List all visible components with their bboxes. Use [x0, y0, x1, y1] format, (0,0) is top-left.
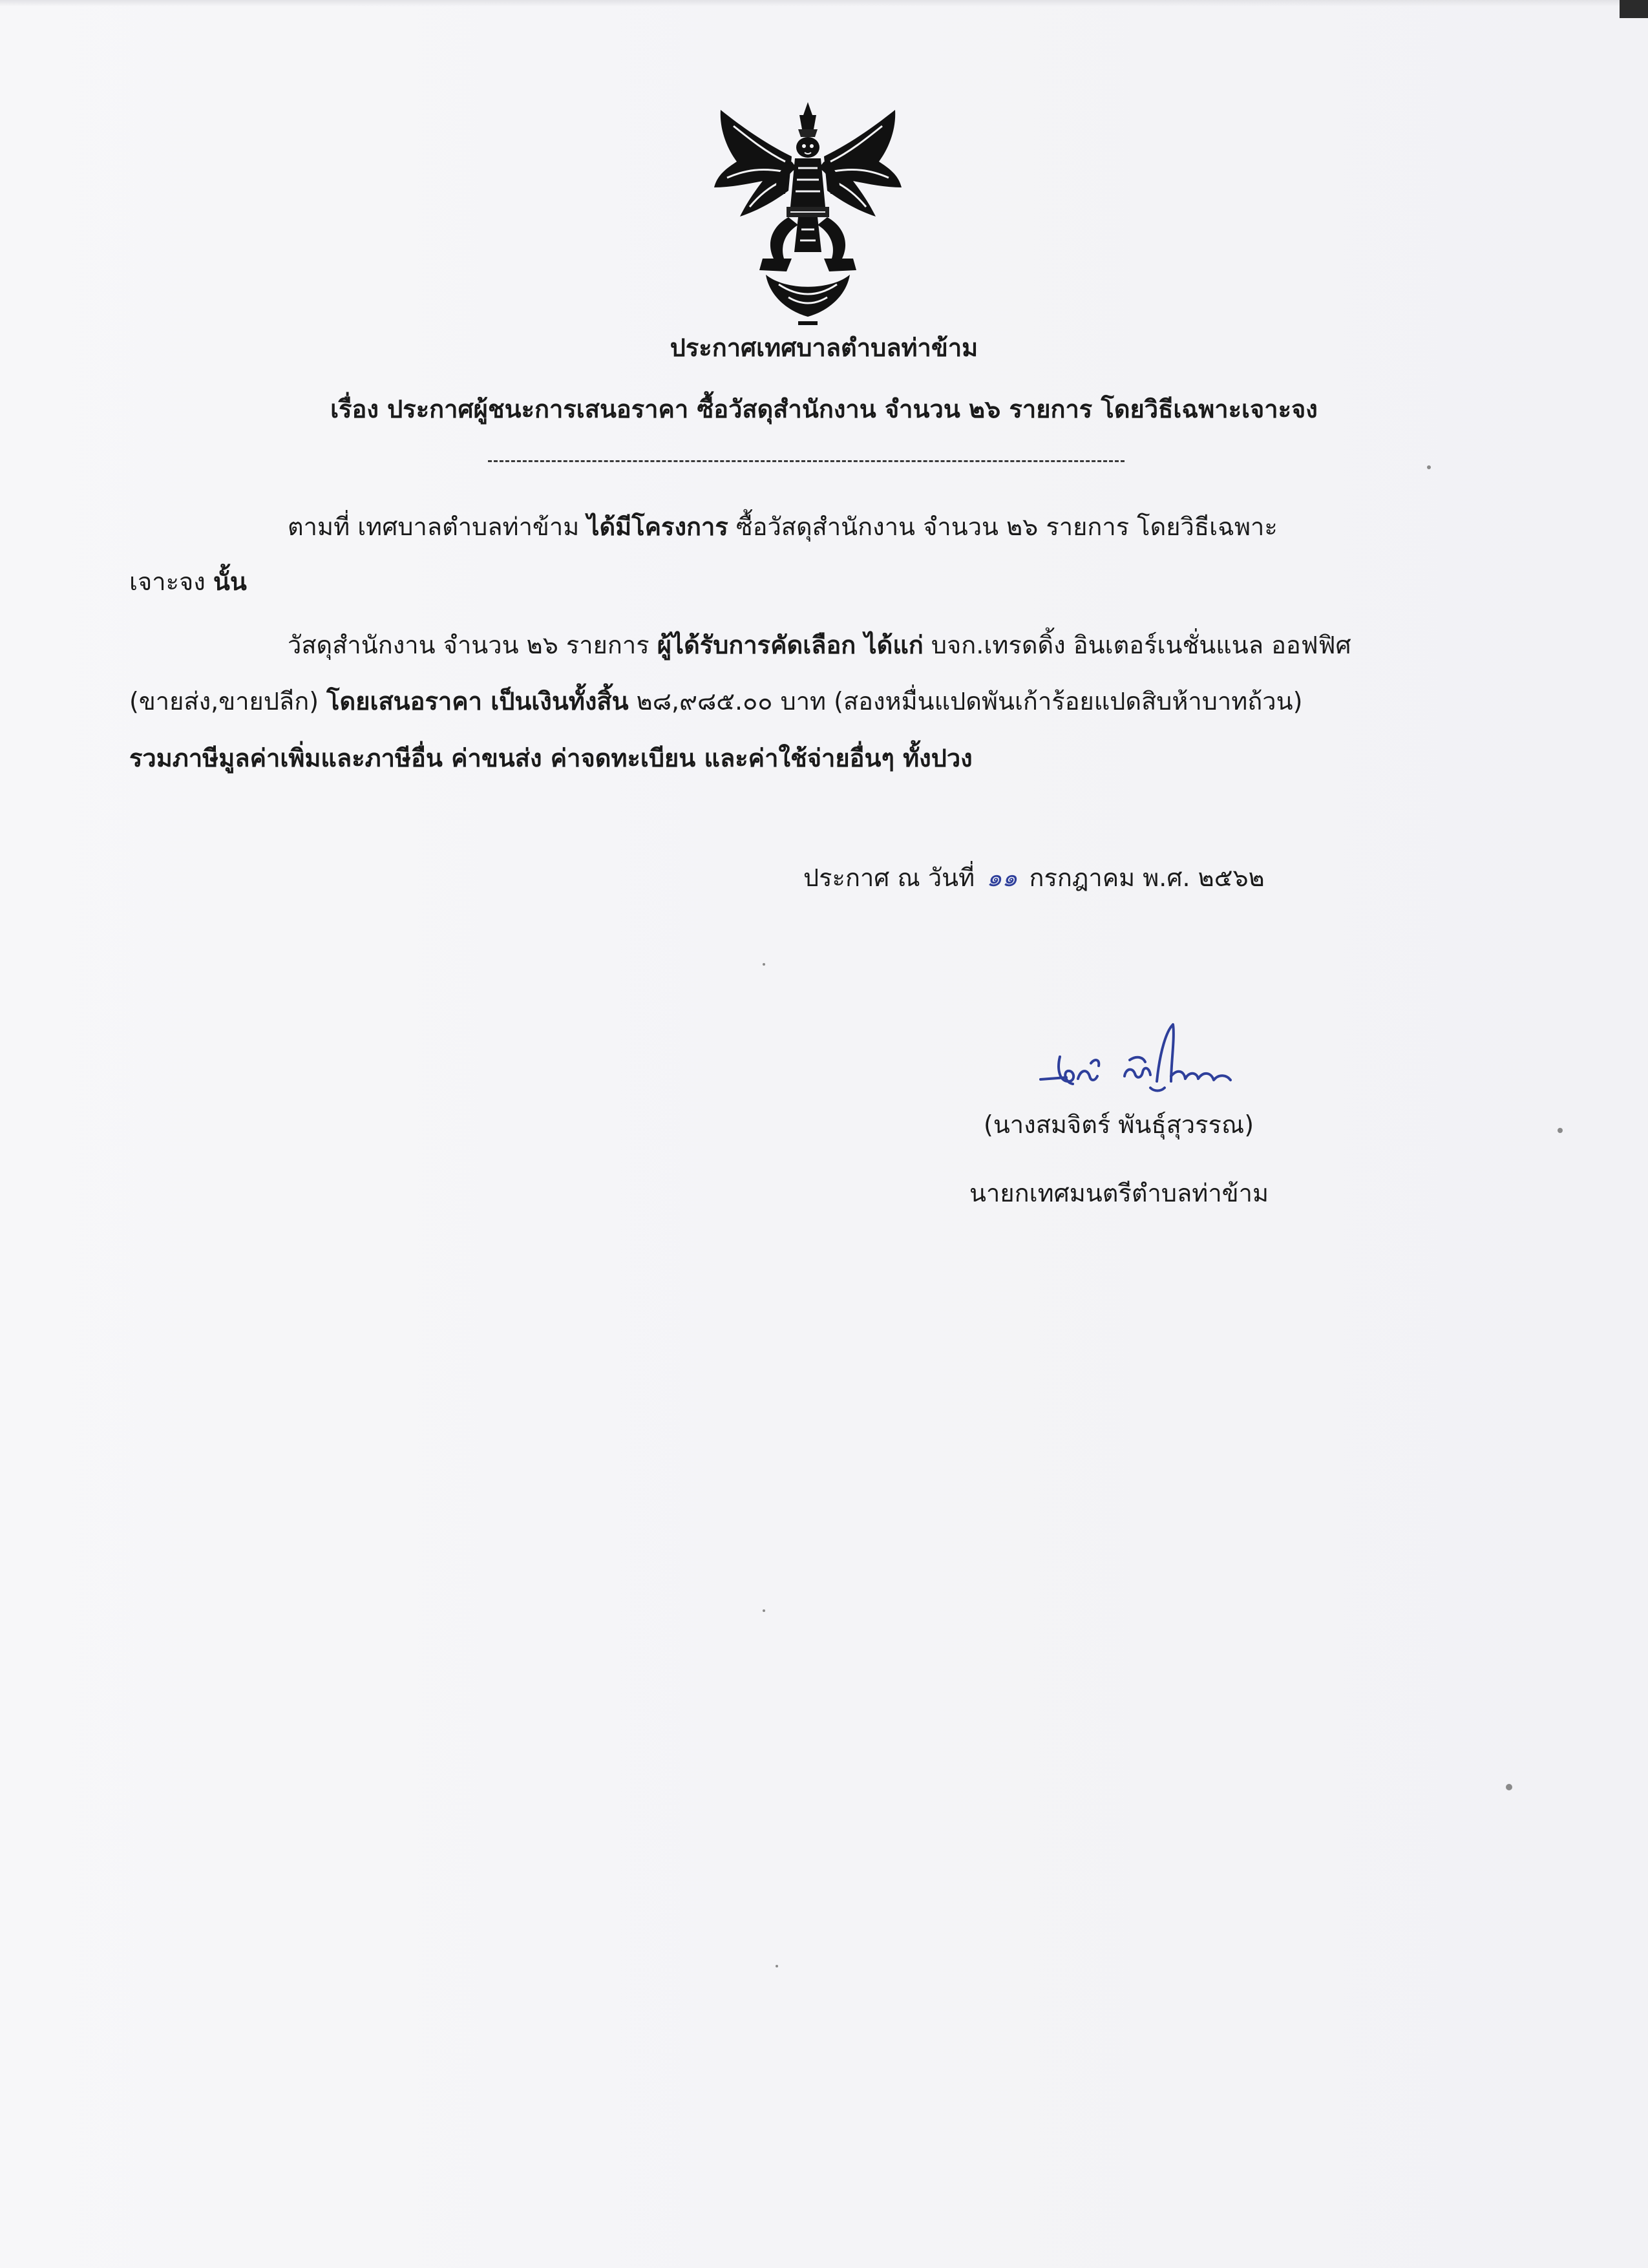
text-run: (ขายส่ง,ขายปลีก) [129, 687, 327, 715]
announcement-title: ประกาศเทศบาลตำบลท่าข้าม [670, 334, 978, 362]
text-run: วัสดุสำนักงาน จำนวน ๒๖ รายการ [288, 631, 657, 659]
paragraph-2-line-2 [129, 683, 1302, 719]
scan-speck [1427, 465, 1431, 469]
paragraph-2-line-1 [288, 627, 1351, 663]
text-run: ตามที่ เทศบาลตำบลท่าข้าม [288, 513, 587, 541]
signatory-position: นายกเทศมนตรีตำบลท่าข้าม [969, 1179, 1269, 1207]
dashed-divider [488, 460, 1125, 462]
announcement-subject: เรื่อง ประกาศผู้ชนะการเสนอราคา ซื้อวัสดุสำนักงาน จำนวน ๒๖ รายการ โดยวิธีเฉพาะเจาะจง [330, 395, 1318, 423]
garuda-emblem-icon [701, 97, 914, 330]
scan-speck [763, 963, 765, 966]
scan-speck [1506, 1784, 1512, 1790]
text-run: เจาะจง [129, 567, 213, 596]
text-run: ๒๘,๙๘๕.๐๐ บาท (สองหมื่นแปดพันเก้าร้อยแปดสิบห้าบาทถ้วน) [628, 687, 1303, 715]
signatory-name: (นางสมจิตร์ พันธุ์สุวรรณ) [984, 1110, 1254, 1139]
announcement-date [803, 860, 1265, 896]
paragraph-2-line-3: รวมภาษีมูลค่าเพิ่มและภาษีอื่น ค่าขนส่ง ค่าจดทะเบียน และค่าใช้จ่ายอื่นๆ ทั้งปวง [129, 744, 973, 772]
paragraph-1-line-1 [288, 509, 1278, 545]
date-day-handwritten: ๑๑ [986, 864, 1018, 892]
text-run-bold: โดยเสนอราคา เป็นเงินทั้งสิ้น [326, 687, 629, 715]
scan-speck [776, 1965, 778, 1967]
text-run-bold: ผู้ได้รับการคัดเลือก ได้แก่ [657, 631, 924, 659]
text-run: ซื้อวัสดุสำนักงาน จำนวน ๒๖ รายการ โดยวิธีเฉพาะ [728, 513, 1278, 541]
scan-speck [1558, 1128, 1563, 1133]
scan-edge-top [0, 0, 1648, 6]
text-run: บจก.เทรดดิ้ง อินเตอร์เนชั่นแนล ออฟฟิศ [923, 631, 1351, 659]
text-run-bold: นั้น [213, 567, 247, 596]
scan-speck [763, 1609, 765, 1612]
date-prefix: ประกาศ ณ วันที่ [803, 864, 975, 892]
signature-icon [1028, 1012, 1273, 1108]
date-month-year: กรกฎาคม พ.ศ. ๒๕๖๒ [1029, 864, 1265, 892]
text-run-bold: ได้มีโครงการ [587, 513, 728, 541]
scan-edge-corner [1620, 0, 1648, 18]
paragraph-1-line-2 [129, 564, 247, 600]
